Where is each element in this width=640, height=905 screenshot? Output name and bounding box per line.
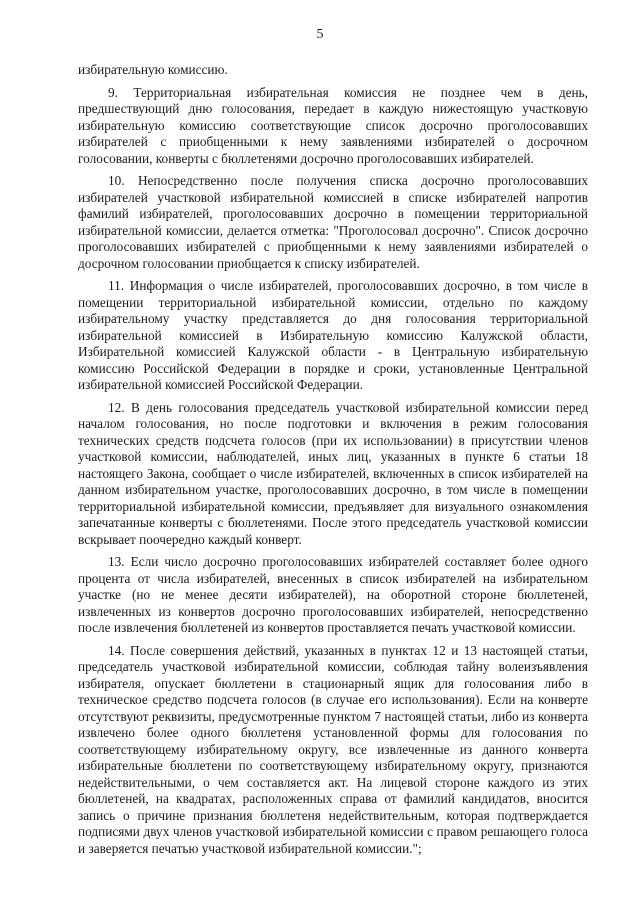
paragraph-13: 13. Если число досрочно проголосовавших избирателей составляет более одного процента от числа избирателей, внесенных в список избирателей на избирательном участке (но не менее десяти избирателей), на оборотной стороне бюллетеней, извлеченных из конвертов досрочно проголосовавших избирателей, непосредственно после извлечения бюллетеней из конвертов проставляется печать участковой комиссии. xyxy=(78,554,588,635)
paragraph-9: 9. Территориальная избирательная комиссия не позднее чем в день, предшествующий дню голосования, передает в каждую нижестоящую участковую избирательную комиссию соответствующие список досрочно проголосовавших избирателей с приобщенными к нему заявлениями избирателей о досрочном голосовании, конверты с бюллетенями досрочно проголосовавших избирателей. xyxy=(78,84,588,166)
paragraph-10: 10. Непосредственно после получения списка досрочно проголосовавших избирателей участковой избирательной комиссией в списке избирателей напротив фамилий избирателей, проголосовавших досрочно в помещении территориальной избирательной комиссии, делается отметка: "Проголосовал досрочно". Список досрочно проголосовавших избирателей с приобщенными к нему заявлениями избирателей о досрочном голосовании приобщается к списку избирателей. xyxy=(78,173,588,271)
paragraph-continuation: избирательную комиссию. xyxy=(78,62,228,77)
paragraph-14: 14. После совершения действий, указанных в пунктах 12 и 13 настоящей статьи, председатель участковой избирательной комиссии, соблюдая тайну волеизъявления избирателя, опускает бюллетени в стационарный ящик для голосования либо в техническое средство подсчета голосов (в случае его использования). Если на конверте отсутствуют реквизиты, предусмотренные пунктом 7 настоящей статьи, либо из конверта извлечено более одного бюллетеня установленной формы для голосования по соответствующему избирательному округу, все извлеченные из данного конверта избирательные бюллетени по соответствующему избирательному округу, признаются недействительными, о чем составляется акт. На лицевой стороне каждого из этих бюллетеней, на квадратах, расположенных справа от фамилий кандидатов, вносится запись о причине признания бюллетеня недействительным, которая подтверждается подписями двух членов участковой избирательной комиссии с правом решающего голоса и заверяется печатью участковой избирательной комиссии."; xyxy=(78,642,588,856)
page-number: 5 xyxy=(316,27,324,42)
document-body xyxy=(78,62,588,863)
paragraph-12: 12. В день голосования председатель участковой избирательной комиссии перед началом голосования, но после подготовки и включения в режим голосования технических средств подсчета голосов (при их использовании) в присутствии членов участковой комиссии, наблюдателей, иных лиц, указанных в пункте 6 статьи 18 настоящего Закона, сообщает о числе избирателей, включенных в список избирателей на данном избирательном участке, проголосовавших досрочно, в том числе в помещении территориальной избирательной комиссии, предъявляет для визуального ознакомления запечатанные конверты с бюллетенями. После этого председатель участковой комиссии вскрывает поочередно каждый конверт. xyxy=(78,399,588,547)
paragraph-11: 11. Информация о числе избирателей, проголосовавших досрочно, в том числе в помещении территориальной избирательной комиссии, отдельно по каждому избирательному участку представляется до дня голосования территориальной избирательной комиссией в Избирательную комиссию Калужской области, Избирательной комиссией Калужской области - в Центральную избирательную комиссию Российской Федерации в порядке и сроки, установленные Центральной избирательной комиссией Российской Федерации. xyxy=(78,278,588,392)
